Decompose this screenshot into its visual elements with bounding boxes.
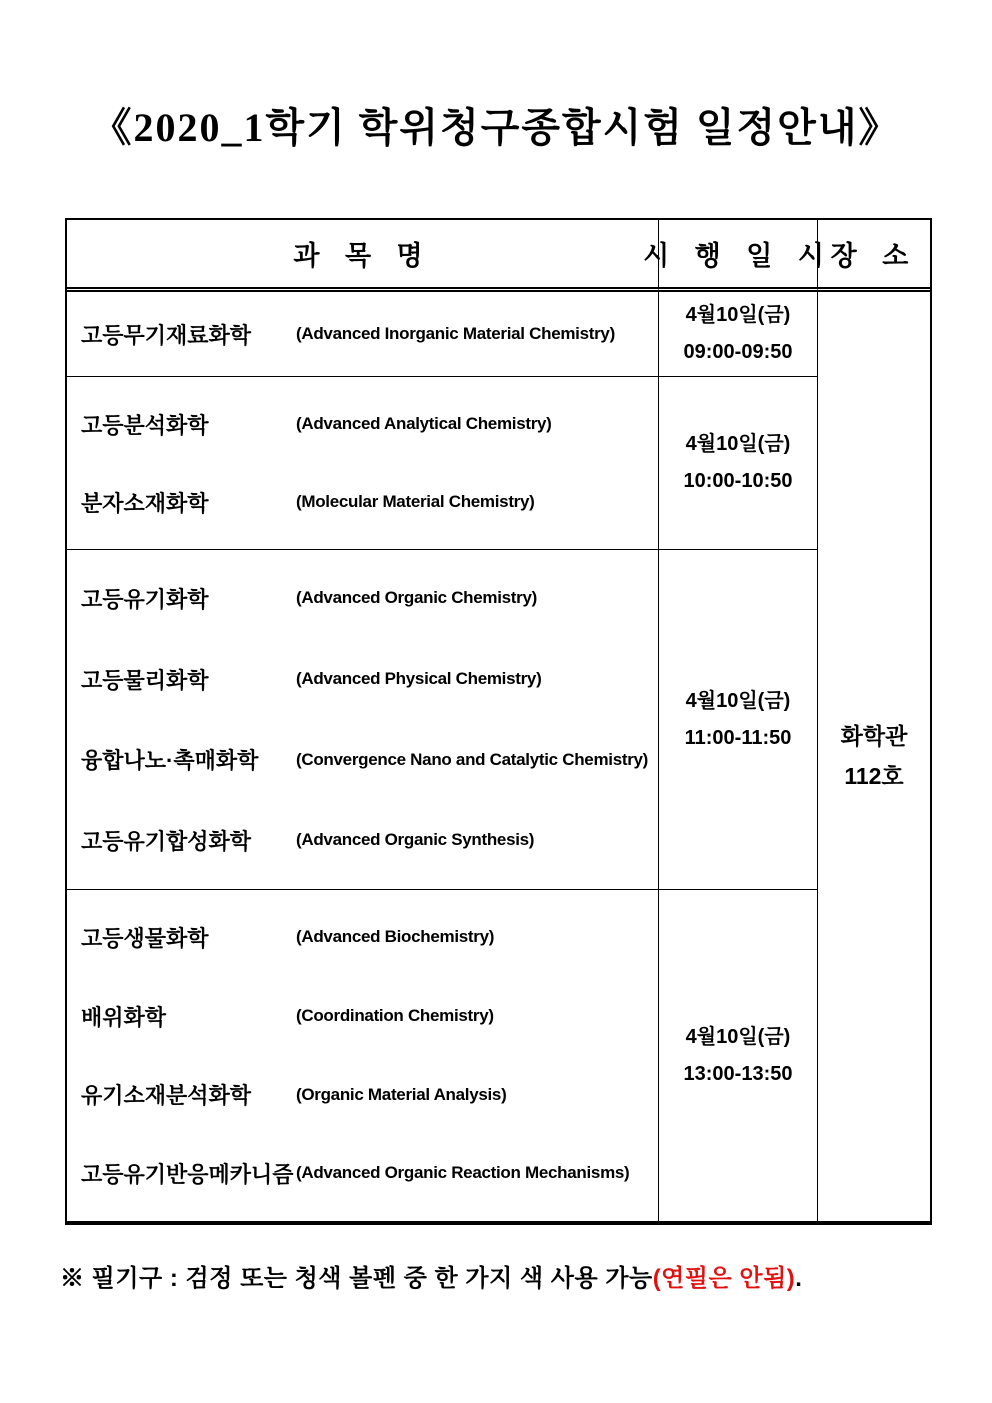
table-row: [81, 825, 650, 856]
subject-english-name: (Advanced Physical Chemistry): [296, 668, 542, 688]
table-row: [81, 922, 650, 953]
subject-cell-group2: [67, 377, 659, 550]
exam-schedule-table: [65, 218, 932, 1225]
column-header-location: 장 소: [818, 220, 930, 292]
time-cell-group2: [659, 377, 818, 550]
table-row: [81, 583, 650, 614]
location-building: 화학관: [840, 723, 908, 750]
subject-korean-name: 고등유기화학: [81, 586, 209, 612]
footnote-text: ※ 필기구 : 검정 또는 청색 볼펜 중 한 가지 색 사용 가능: [60, 1265, 653, 1292]
subject-korean-name: 고등무기재료화학: [81, 322, 252, 348]
subject-english-name: (Convergence Nano and Catalytic Chemistry): [296, 749, 649, 769]
exam-date: 4월10일(금): [685, 304, 791, 326]
subject-english-name: (Advanced Analytical Chemistry): [296, 413, 552, 433]
footnote-warning-red: (연필은 안됨): [652, 1265, 796, 1292]
subject-korean-name: 고등생물화학: [81, 925, 209, 951]
subject-korean-name: 고등유기합성화학: [81, 829, 252, 855]
subject-korean-name: 융합나노·촉매화학: [81, 748, 259, 774]
exam-time: 11:00-11:50: [684, 726, 792, 749]
subject-english-name: (Organic Material Analysis): [296, 1084, 507, 1104]
time-cell-group4: [659, 890, 818, 1221]
table-row: [81, 487, 650, 518]
subject-english-name: (Advanced Organic Synthesis): [296, 830, 535, 850]
location-room: 112호: [844, 762, 904, 789]
subject-english-name: (Advanced Biochemistry): [296, 927, 495, 947]
column-header-subject: 과 목 명: [67, 220, 659, 292]
time-cell-group3: [659, 550, 818, 890]
subject-korean-name: 고등유기반응메카니즘: [81, 1162, 294, 1188]
table-row: [81, 1001, 650, 1032]
page-title: 《2020_1학기 학위청구종합시험 일정안내》: [91, 105, 901, 150]
exam-date: 4월10일(금): [685, 1025, 791, 1048]
column-header-datetime: 시 행 일 시: [659, 220, 818, 292]
exam-time: 13:00-13:50: [683, 1062, 793, 1085]
subject-english-name: (Molecular Material Chemistry): [296, 491, 535, 511]
subject-english-name: (Coordination Chemistry): [296, 1005, 494, 1025]
subject-english-name: (Advanced Organic Reaction Mechanisms): [296, 1163, 630, 1183]
exam-time: 09:00-09:50: [683, 341, 793, 363]
subject-cell-group1: [67, 292, 659, 377]
exam-date: 4월10일(금): [685, 433, 791, 455]
subject-korean-name: 분자소재화학: [81, 490, 209, 516]
subject-korean-name: 배위화학: [81, 1004, 167, 1030]
subject-english-name: (Advanced Organic Chemistry): [296, 588, 537, 608]
subject-cell-group3: [67, 550, 659, 890]
table-row: [81, 744, 650, 775]
time-cell-group1: [659, 292, 818, 377]
table-row: [81, 664, 650, 695]
table-row: [81, 409, 650, 440]
exam-time: 10:00-10:50: [683, 470, 793, 492]
subject-cell-group4: [67, 890, 659, 1221]
table-row: [81, 1158, 650, 1189]
subject-korean-name: 고등물리화학: [81, 667, 209, 693]
subject-korean-name: 고등분석화학: [81, 412, 209, 438]
subject-english-name: (Advanced Inorganic Material Chemistry): [296, 323, 615, 343]
footnote-period: .: [795, 1265, 803, 1292]
exam-date: 4월10일(금): [685, 689, 791, 712]
table-row: [81, 1079, 650, 1110]
footnote: [60, 1258, 802, 1293]
location-cell: [818, 292, 930, 1221]
table-row: [81, 319, 650, 350]
subject-korean-name: 유기소재분석화학: [81, 1083, 252, 1109]
